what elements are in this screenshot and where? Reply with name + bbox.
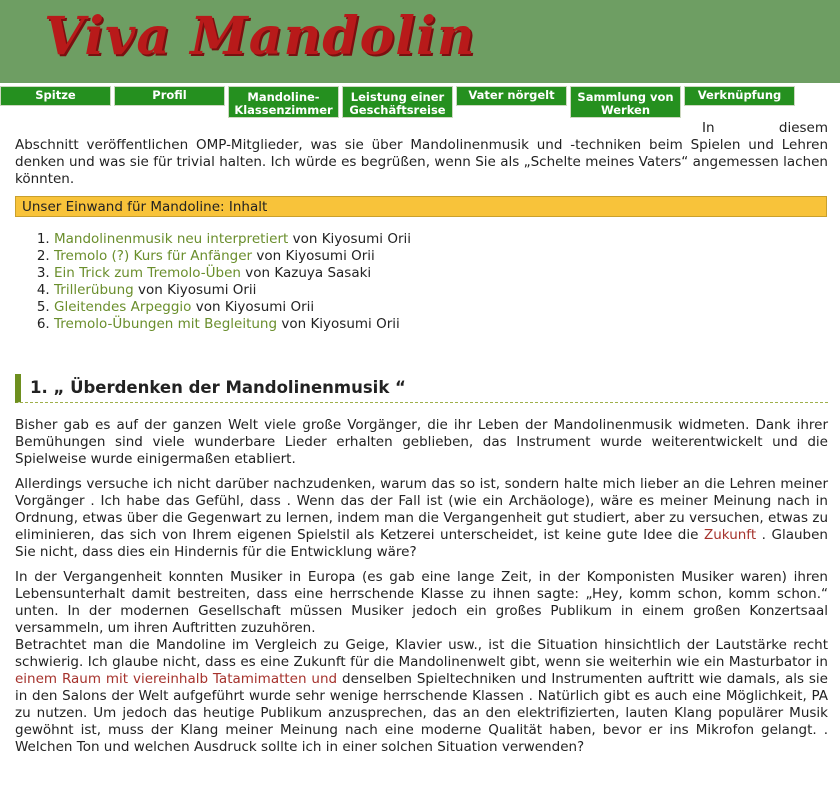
tab-label: Mandoline-Klassenzimmer: [234, 90, 333, 117]
toc-author: von Kazuya Sasaki: [240, 265, 372, 281]
toc-item: [54, 282, 828, 299]
toc-link[interactable]: Gleitendes Arpeggio: [54, 299, 192, 315]
toc-link[interactable]: Tremolo-Übungen mit Begleitung: [54, 316, 278, 332]
toc-list: [15, 231, 828, 333]
toc-item: [54, 316, 828, 333]
section-heading: 1. „ Überdenken der Mandolinenmusik “: [15, 374, 828, 403]
tab-label: Sammlung von Werken: [577, 90, 674, 117]
tab-verknuepfung[interactable]: Verknüpfung: [684, 86, 795, 106]
site-header: [0, 0, 840, 83]
toc-author: von Kiyosumi Orii: [133, 282, 257, 298]
toc-link[interactable]: Ein Trick zum Tremolo-Üben: [54, 265, 241, 281]
toc-item: [54, 265, 828, 282]
paragraph-4: [15, 637, 828, 756]
paragraph-2: [15, 476, 828, 561]
toc-item: [54, 299, 828, 316]
paragraph-1: Bisher gab es auf der ganzen Welt viele große Vorgänger, die ihr Leben der Mandolinenmusik widmeten. Dank ihrer Bemühungen sind viele wunderbare Lieder erhalten geblieben, das Instrument wurde weiterentwickelt und die Spielweise wurde einigermaßen etabliert.: [15, 417, 828, 467]
tab-spitze[interactable]: Spitze: [0, 86, 111, 106]
intro-paragraph: [15, 120, 828, 188]
toc-item: [54, 248, 828, 265]
toc-author: von Kiyosumi Orii: [288, 231, 412, 247]
main-content: [15, 120, 828, 756]
paragraph-text: . Glauben Sie nicht, dass dies ein Hindernis für die Entwicklung wäre?: [15, 527, 828, 560]
toc-author: von Kiyosumi Orii: [191, 299, 315, 315]
toc-link[interactable]: Trillerübung: [54, 282, 134, 298]
toc-link[interactable]: Tremolo (?) Kurs für Anfänger: [54, 248, 253, 264]
tatami-link[interactable]: einem Raum mit viereinhalb Tatamimatten und: [15, 671, 338, 687]
tab-label: Leistung einer Geschäftsreise: [349, 90, 446, 117]
tab-mandoline-klassenzimmer[interactable]: [228, 86, 339, 118]
intro-lead: In diesem: [702, 120, 828, 136]
toc-header: Unser Einwand für Mandoline: Inhalt: [15, 196, 827, 217]
tab-leistung-geschaeftsreise[interactable]: [342, 86, 453, 118]
toc-link[interactable]: Mandolinenmusik neu interpretiert: [54, 231, 289, 247]
zukunft-link[interactable]: Zukunft: [703, 527, 757, 543]
tab-profil[interactable]: Profil: [114, 86, 225, 106]
paragraph-text: denselben Spieltechniken und Instrumenten auftritt wie damals, als sie in den Salons der Welt aufgeführt wurde sehr wenige herrschende Klassen . Natürlich gibt es auch eine Möglichkeit, PA zu nutzen. Um jedoch das heutige Publikum anzusprechen, das an den elektrifizierten, lauten Klang populärer Musik gewöhnt ist, muss der Klang meiner Meinung nach eine moderne Qualität haben, bevor er ins Mikrofon gelangt. . Welchen Ton und welchen Ausdruck sollte ich in einer solchen Situation verwenden?: [15, 671, 828, 755]
main-nav: [0, 86, 840, 118]
paragraph-text: Allerdings versuche ich nicht darüber nachzudenken, warum das so ist, sondern halte mich lieber an die Lehren meiner Vorgänger . Ich habe das Gefühl, dass . Wenn das der Fall ist (wie ein Archäologe), wäre es meiner Meinung nach in Ordnung, etwas über die Gegenwart zu lernen, indem man die Vergangenheit gut studiert, aber zu versuchen, etwas zu eliminieren, das sich von Ihrem eigenen Spielstil als Ketzerei unterscheidet, ist keine gute Idee die: [15, 476, 828, 543]
paragraph-text: Betrachtet man die Mandoline im Vergleich zu Geige, Klavier usw., ist die Situation hinsichtlich der Lautstärke recht schwierig. Ich glaube nicht, dass es eine Zukunft für die Mandolinenwelt gibt, wenn sie weiterhin wie ein Masturbator in: [15, 637, 828, 670]
tab-vater-noergelt[interactable]: Vater nörgelt: [456, 86, 567, 106]
tab-sammlung-werken[interactable]: [570, 86, 681, 118]
toc-author: von Kiyosumi Orii: [252, 248, 375, 264]
intro-text: Abschnitt veröffentlichen OMP-Mitglieder, was sie über Mandolinenmusik und -techniken beim Spielen und Lehren denken und was sie für trivial halten. Ich würde es begrüßen, wenn Sie als „Schelte meines Vaters“ angemessen lachen könnten.: [15, 137, 828, 187]
site-logo[interactable]: Viva Mandolin: [44, 6, 476, 67]
toc-author: von Kiyosumi Orii: [277, 316, 400, 332]
paragraph-3: In der Vergangenheit konnten Musiker in Europa (es gab eine lange Zeit, in der Komponisten Musiker waren) ihren Lebensunterhalt damit bestreiten, dass eine herrschende Klasse zu ihnen sagte: „Hey, komm schon, komm schon.“ unten. In der modernen Gesellschaft müssen Musiker jedoch ein großes Publikum in einem großen Konzertsaal versammeln, um ihren Auftritten zuzuhören.: [15, 569, 828, 636]
toc-item: [54, 231, 828, 248]
